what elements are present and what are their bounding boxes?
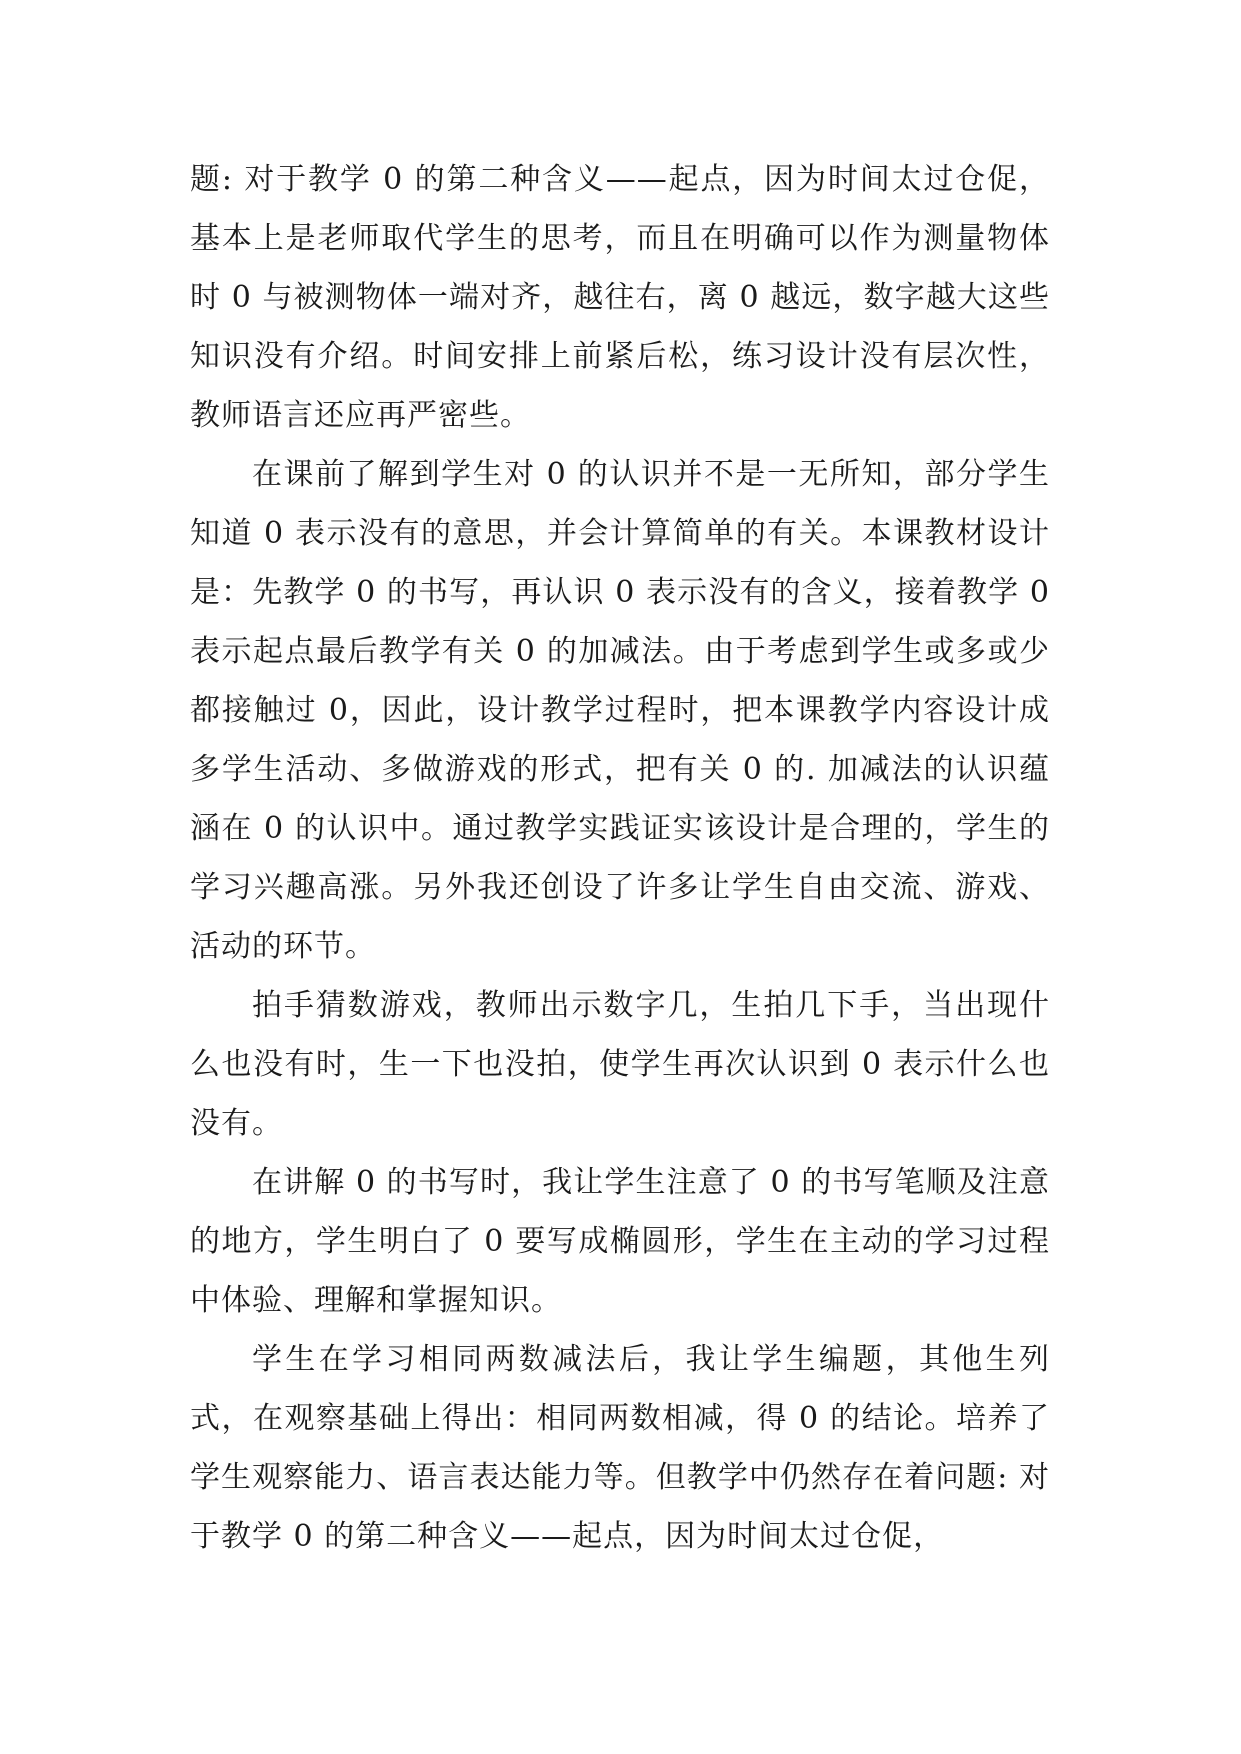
- paragraph-4: 在讲解 0 的书写时，我让学生注意了 0 的书写笔顺及注意的地方，学生明白了 0 要写成椭圆形，学生在主动的学习过程中体验、理解和掌握知识。: [190, 1165, 1050, 1318]
- paragraph-2: 在课前了解到学生对 0 的认识并不是一无所知，部分学生知道 0 表示没有的意思，并会计算简单的有关。本课教材设计是：先教学 0 的书写，再认识 0 表示没有的含义，接着教学 0 表示起点最后教学有关 0 的加减法。由于考虑到学生或多或少都接触过 0，因此，设计教学过程时，把本课教学内容设计成多学生活动、多做游戏的形式，把有关 0 的. 加减法的认识蕴涵在 0 的认识中。通过教学实践证实该设计是合理的，学生的学习兴趣高涨。另外我还创设了许多让学生自由交流、游戏、活动的环节。: [190, 457, 1050, 964]
- paragraph-3: 拍手猜数游戏，教师出示数字几，生拍几下手，当出现什么也没有时，生一下也没拍，使学生再次认识到 0 表示什么也没有。: [190, 988, 1050, 1141]
- paragraph-1: 题: 对于教学 0 的第二种含义——起点，因为时间太过仓促，基本上是老师取代学生的思考，而且在明确可以作为测量物体时 0 与被测物体一端对齐，越往右，离 0 越远，数字越大这些知识没有介绍。时间安排上前紧后松，练习设计没有层次性，教师语言还应再严密些。: [190, 162, 1050, 433]
- paragraph-5: 学生在学习相同两数减法后，我让学生编题，其他生列式，在观察基础上得出：相同两数相减，得 0 的结论。培养了学生观察能力、语言表达能力等。但教学中仍然存在着问题: 对于教学 0 的第二种含义——起点，因为时间太过仓促，: [190, 1342, 1050, 1554]
- document-body: [190, 150, 1050, 1566]
